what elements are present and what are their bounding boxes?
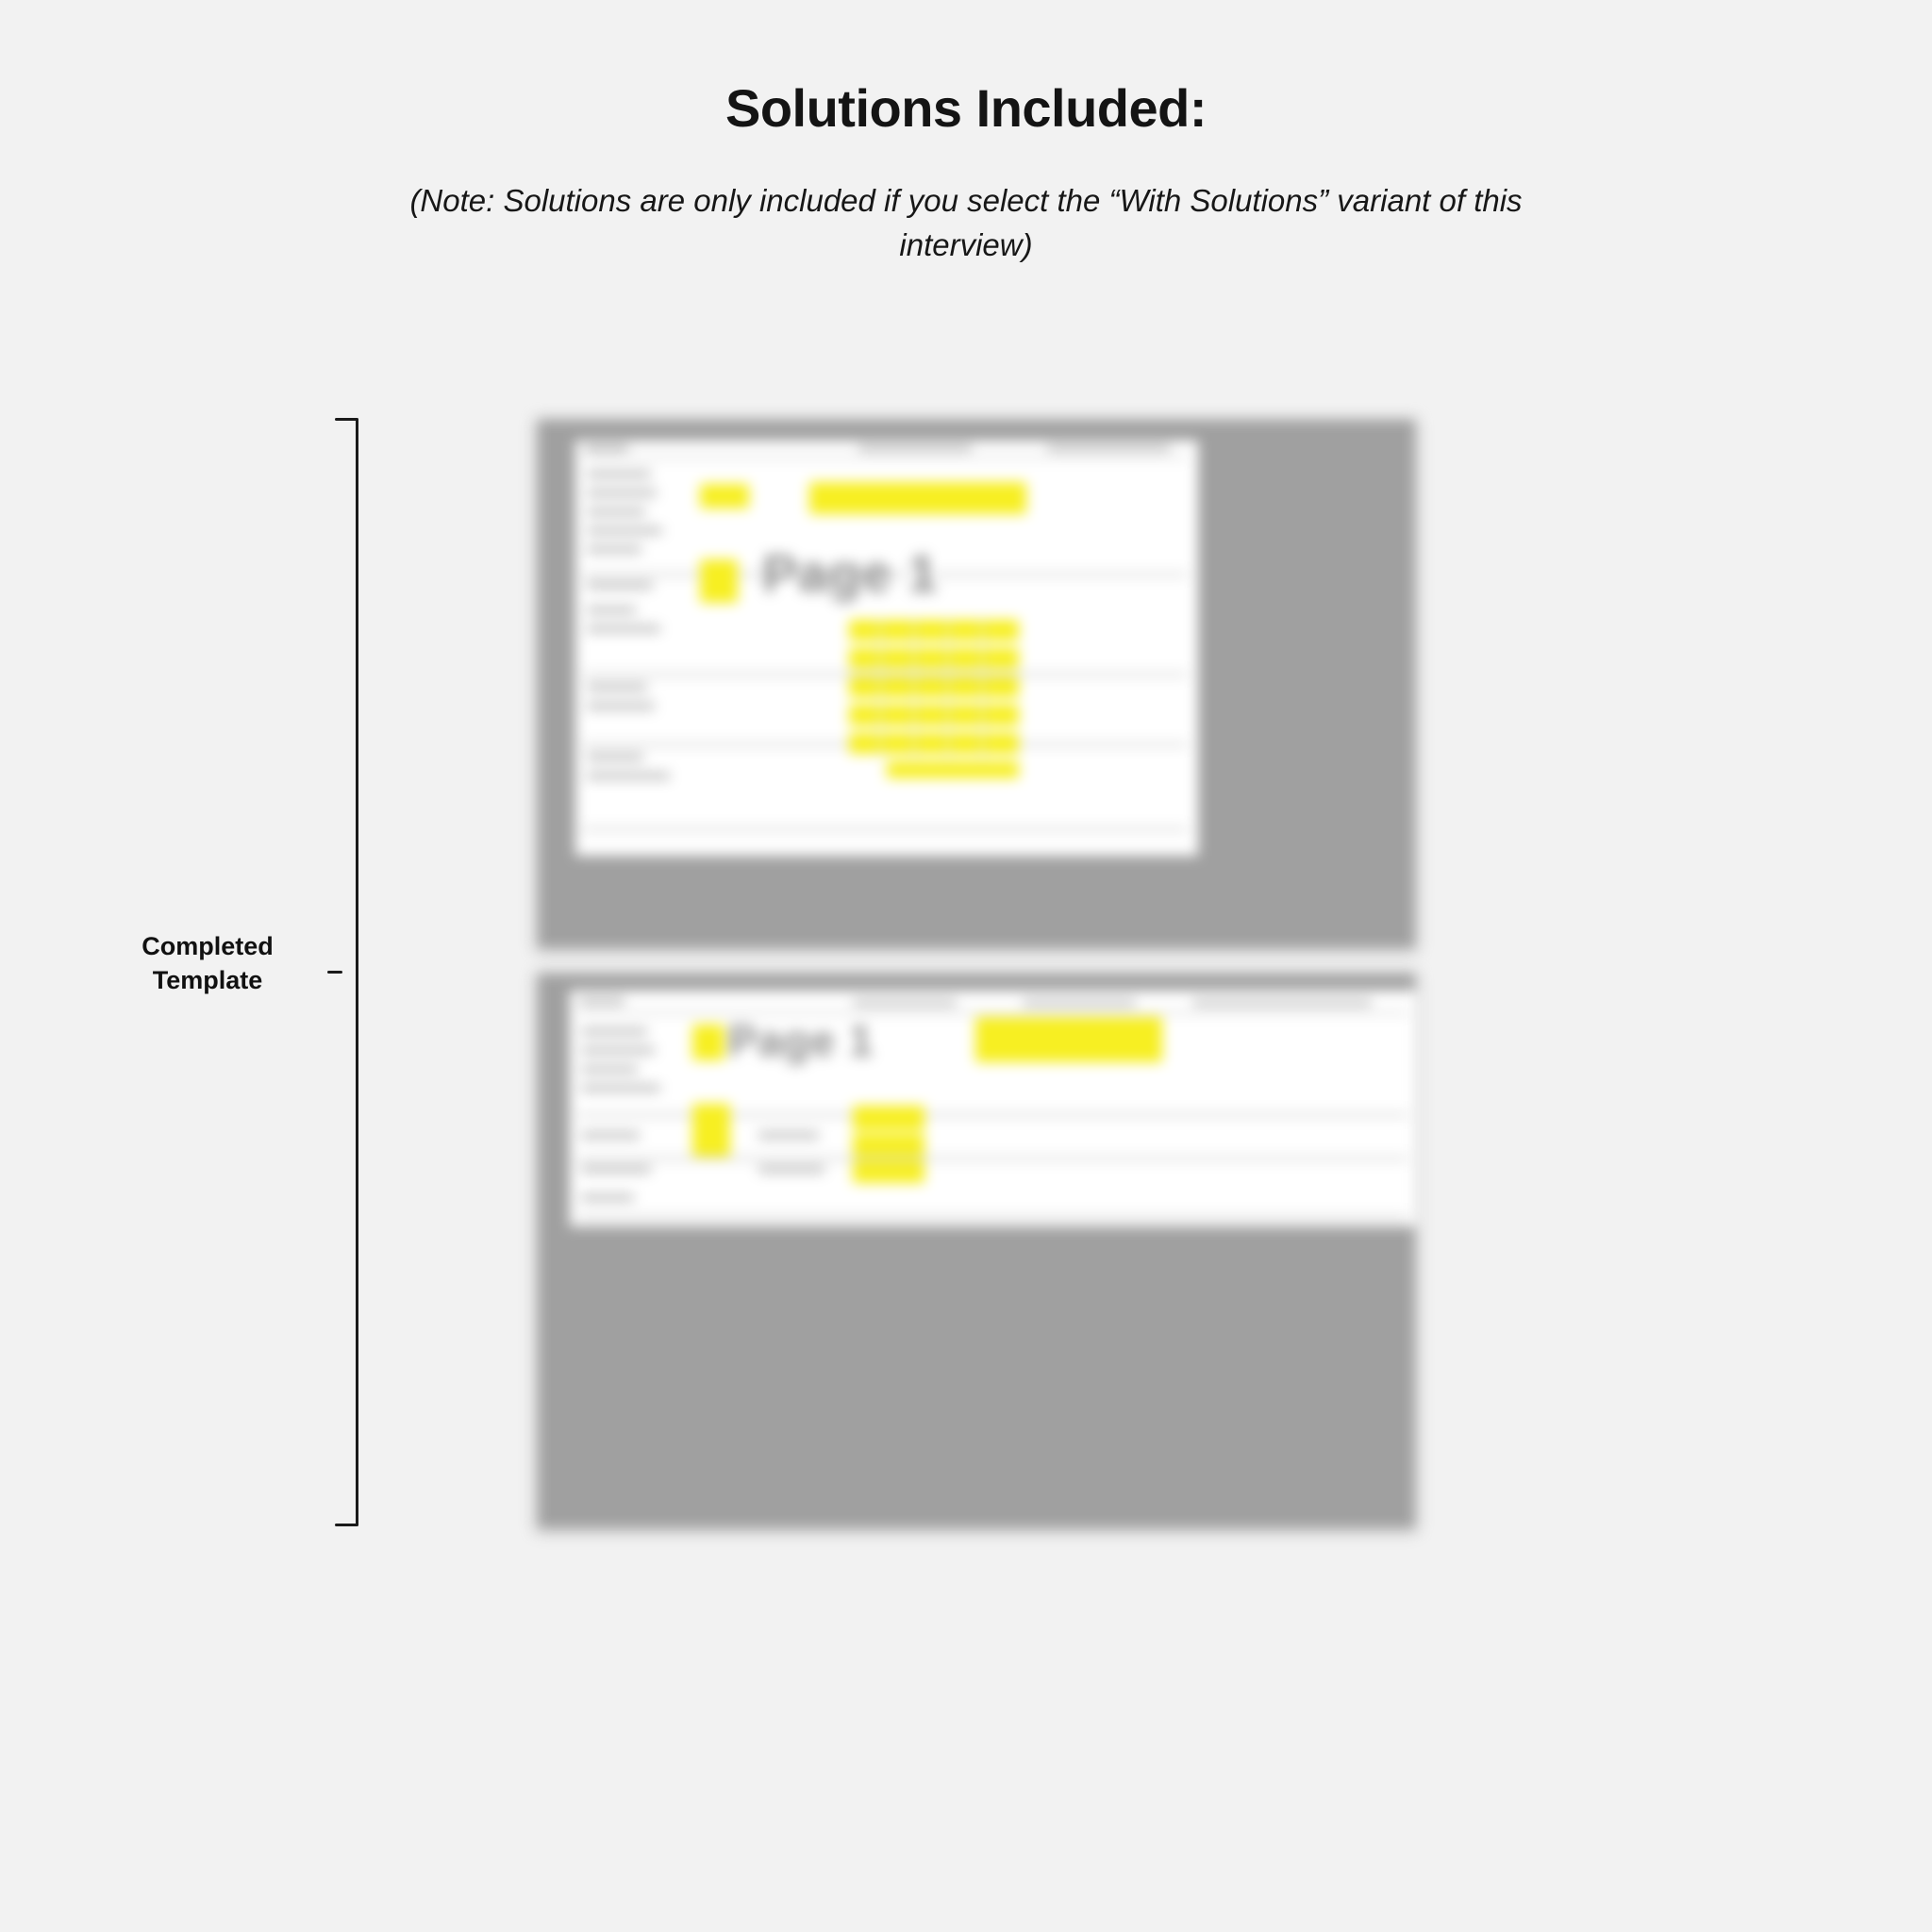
highlight-cell — [849, 676, 1019, 697]
row-label — [587, 754, 643, 760]
row-label — [587, 625, 660, 632]
spreadsheet-preview-2 — [570, 991, 1417, 1226]
row-label — [587, 703, 655, 709]
sheet-col-rule — [879, 618, 881, 759]
slide-thumbnail-1[interactable] — [536, 418, 1417, 950]
highlight-cell — [887, 761, 1019, 778]
highlight-band — [975, 1017, 1162, 1062]
sheet-label — [858, 445, 972, 451]
sheet-col-rule — [981, 618, 983, 759]
slide-watermark-text: Page 1 — [762, 543, 939, 603]
highlight-cell — [849, 705, 1019, 725]
row-label — [758, 1132, 819, 1139]
highlight-cell — [853, 1106, 924, 1130]
sheet-label — [1023, 1000, 1136, 1006]
sheet-col-rule — [913, 618, 915, 759]
sheet-col-rule — [947, 618, 949, 759]
row-label — [758, 1166, 824, 1173]
row-label — [581, 1028, 647, 1035]
page-title: Solutions Included: — [724, 78, 1208, 138]
sheet-label — [579, 998, 625, 1005]
highlight-cell — [700, 559, 738, 603]
row-label — [581, 1132, 640, 1139]
sheet-label — [1192, 1000, 1372, 1006]
slide-watermark-text: Page 1 — [728, 1016, 874, 1065]
highlight-cell — [849, 648, 1019, 669]
bracket-arm-top — [335, 418, 358, 421]
row-label — [581, 1194, 634, 1201]
bracket-arm-bottom — [335, 1524, 358, 1526]
bracket-spine — [356, 418, 358, 1526]
highlight-cell — [692, 1104, 730, 1157]
row-label — [587, 490, 657, 496]
highlight-cell — [849, 733, 1019, 754]
bracket-label — [90, 929, 325, 998]
row-label — [587, 471, 651, 477]
row-label — [587, 546, 641, 553]
row-label — [581, 1085, 660, 1091]
row-label — [581, 1047, 655, 1054]
highlight-band — [809, 482, 1026, 514]
page-note: (Note: Solutions are only included if you select the “With Solutions” variant of this interview) — [409, 183, 1523, 262]
highlight-cell — [853, 1134, 924, 1157]
highlight-cell — [700, 484, 749, 508]
highlight-cell — [849, 620, 1019, 641]
sheet-label — [1047, 445, 1170, 451]
bracket-pointer — [327, 971, 342, 974]
row-label — [587, 582, 653, 589]
sheet-rule — [577, 1157, 1407, 1160]
row-label — [587, 508, 645, 515]
sheet-header-rule — [583, 456, 1187, 458]
spreadsheet-preview-1 — [575, 441, 1198, 856]
sheet-label — [853, 1000, 957, 1006]
highlight-cell — [853, 1160, 924, 1183]
row-label — [581, 1066, 638, 1073]
bracket-label-line-1: Completed — [142, 932, 274, 960]
sheet-rule — [583, 827, 1187, 831]
row-label — [581, 1166, 651, 1173]
row-label — [587, 607, 636, 613]
highlight-cell — [692, 1024, 724, 1060]
row-label — [587, 684, 647, 691]
row-label — [587, 527, 662, 534]
sheet-rule — [577, 1215, 1407, 1219]
row-label — [587, 773, 670, 779]
slide-thumbnail-2[interactable] — [536, 972, 1417, 1530]
grouping-bracket — [335, 418, 367, 1526]
sheet-header-rule — [577, 1011, 1407, 1014]
sheet-label — [585, 445, 628, 452]
bracket-label-line-2: Template — [152, 966, 263, 995]
